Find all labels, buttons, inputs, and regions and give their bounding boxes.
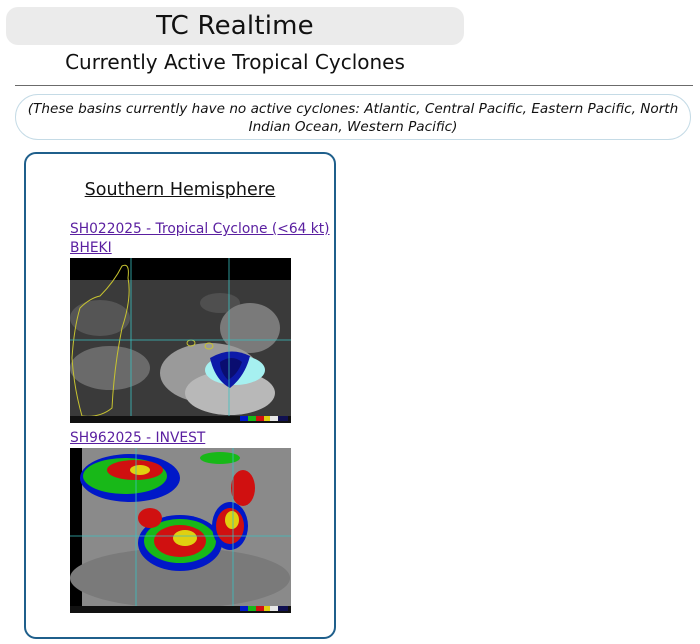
inactive-basins-text: (These basins currently have no active cyclones: Atlantic, Central Pacific, Eastern Pacific, North Indian Ocean, Western Pacific) (27, 101, 679, 135)
page-subtitle: Currently Active Tropical Cyclones (65, 50, 405, 74)
satellite-image-sh962025[interactable] (70, 448, 291, 613)
page-title: TC Realtime (156, 11, 314, 41)
inactive-basins-notice (15, 94, 691, 140)
divider (15, 85, 693, 86)
title-banner (6, 7, 464, 45)
satellite-ir-image (70, 258, 291, 423)
basin-title: Southern Hemisphere (84, 180, 276, 200)
satellite-image-sh022025[interactable] (70, 258, 291, 423)
storm-link-sh022025[interactable] (70, 220, 330, 258)
storm-link-line2: BHEKI (70, 240, 112, 256)
satellite-ir-image (70, 448, 291, 613)
storm-link-line1: SH022025 - Tropical Cyclone (<64 kt) (70, 221, 330, 237)
storm-link-line1: SH962025 - INVEST (70, 430, 206, 446)
southern-hemisphere-panel (24, 152, 336, 639)
storm-link-sh962025[interactable] (70, 429, 205, 448)
